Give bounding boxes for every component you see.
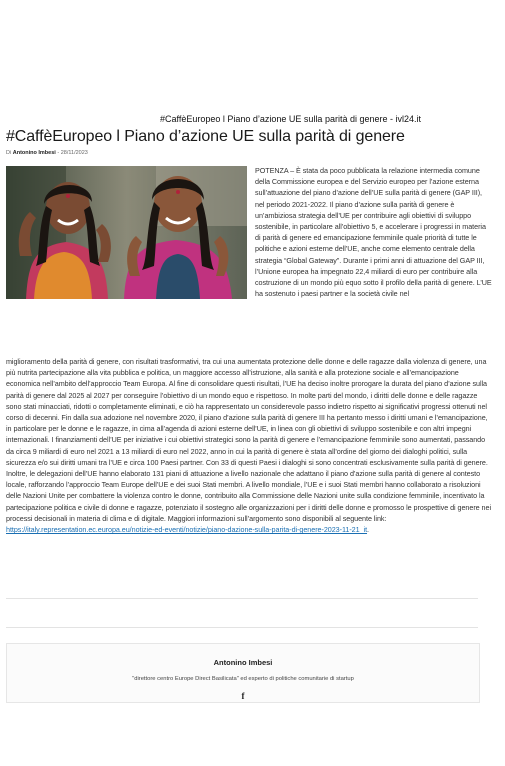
byline (6, 150, 88, 156)
author-box-bio: "direttore centro Europe Direct Basilicata" ed esperto di politiche comunitarie di startup (132, 676, 354, 682)
byline-prefix: Di (6, 150, 12, 156)
article-title: #CaffèEuropeo l Piano d’azione UE sulla parità di genere (6, 128, 405, 145)
author-box (6, 643, 480, 703)
facebook-icon[interactable]: f (241, 691, 245, 701)
source-link-suffix: . (367, 525, 369, 535)
page-heading: #CaffèEuropeo l Piano d’azione UE sulla parità di genere - ivl24.it (160, 114, 421, 124)
source-link[interactable]: https://italy.representation.ec.europa.eu/notizie-ed-eventi/notizie/piano-dazione-sulla-parita-di-genere-2023-11-21_it (6, 525, 368, 535)
divider (6, 598, 478, 599)
author-link[interactable]: Antonino Imbesi (12, 150, 56, 156)
author-box-name[interactable]: Antonino Imbesi (213, 658, 273, 667)
article-photo (6, 166, 247, 299)
publish-date: 28/11/2023 (60, 150, 88, 156)
two-girls-photo-icon (6, 166, 247, 299)
article-body (6, 356, 494, 535)
byline-separator: - (57, 150, 60, 156)
divider (6, 627, 478, 628)
article-body-text: miglioramento della parità di genere, con risultati trasformativi, tra cui una aumentata protezione delle donne e delle ragazze dalla violenza di genere, una più nutrita partecipazione alla vita pubblica e politica, un maggiore accesso all’istruzione, alla sanità e alla protezione sociale e all’emancipazione economica nell’ambito dell’approccio Team Europa. Al fine di consolidare questi risultati, l’UE ha deciso inoltre prorogare la durata del piano d’azione sulla parità di genere dal 2025 al 2027 per conseguire l’obiettivo di un mondo equo e rispettoso. In molte parti del mondo, i diritti delle donne e delle ragazze sono stati minacciati, ridotti o completamente eliminati, e ciò ha rappresentato un considerevole passo indietro rispetto ai significativi progressi ottenuti nel corso di decenni. Fin dalla sua adozione nel novembre 2020, il piano d’azione sulla parità di genere III ha pertanto messo i diritti umani e l’emancipazione, in particolare per le donne e le ragazze, in cima all’agenda di azioni esterne dell’UE, in linea con gli obiettivi di sviluppo sostenibile e con altri impegni internazionali. I finanziamenti dell’UE per iniziative i cui obiettivi strategici sono la parità di genere e l’emancipazione femminile sono aumentati, passando da circa 9 miliardi di euro nel 2021 a 13 miliardi di euro nel 2022, anno in cui la parità di genere è stata all’ordine del giorno dei dialoghi politici, sulla sicurezza e/o sui diritti umani tra l’UE e circa 100 Paesi partner. Con 33 di questi Paesi i dialoghi si sono concentrati esclusivamente sulla parità di genere. Inoltre, le delegazioni dell’UE hanno elaborato 131 piani di attuazione a livello nazionale che adattano il piano d’azione sulla parità di genere al contesto locale, rafforzando l’approccio Team Europe dell’UE e dei suoi Stati membri. A livello mondiale, l’UE e i suoi Stati membri hanno collaborato a risoluzioni delle Nazioni Unite per combattere la violenza contro le donne, contribuito alla Commissione delle Nazioni unite sulla condizione femminile, incentivato la partecipazione politica e civile di donne e ragazze, potenziato il sostegno alle organizzazioni per i diritti delle donne e promosso le prospettive di genere nei processi decisionali in materia di clima e di digitale. Maggiori informazioni sull’argomento sono disponibili al seguente link: (6, 357, 491, 523)
article-body-intro: POTENZA – È stata da poco pubblicata la relazione intermedia comune della Commissione europea e del Servizio europeo per l’azione esterna sull’attuazione del piano d’azione dell’UE sulla parità di genere (GAP III), nel periodo 2021-2022. Il piano d’azione sulla parità di genere è un’ambiziosa strategia dell’UE per contribuire agli obiettivi di sviluppo sostenibile, in particolare all’obiettivo 5, e accelerare i progressi in materia di parità di genere ed emancipazione femminile quale priorità di tutte le politiche e azioni esterne dell’UE, anche come elemento centrale della strategia “Global Gateway”. Durante i primi anni di attuazione del GAP III, l’Unione europea ha impegnato 22,4 miliardi di euro per contribuire alla costruzione di un mondo più equo sotto il profilo della parità di genere. L’UE ha sostenuto i paesi partner e la società civile nel (255, 166, 492, 299)
